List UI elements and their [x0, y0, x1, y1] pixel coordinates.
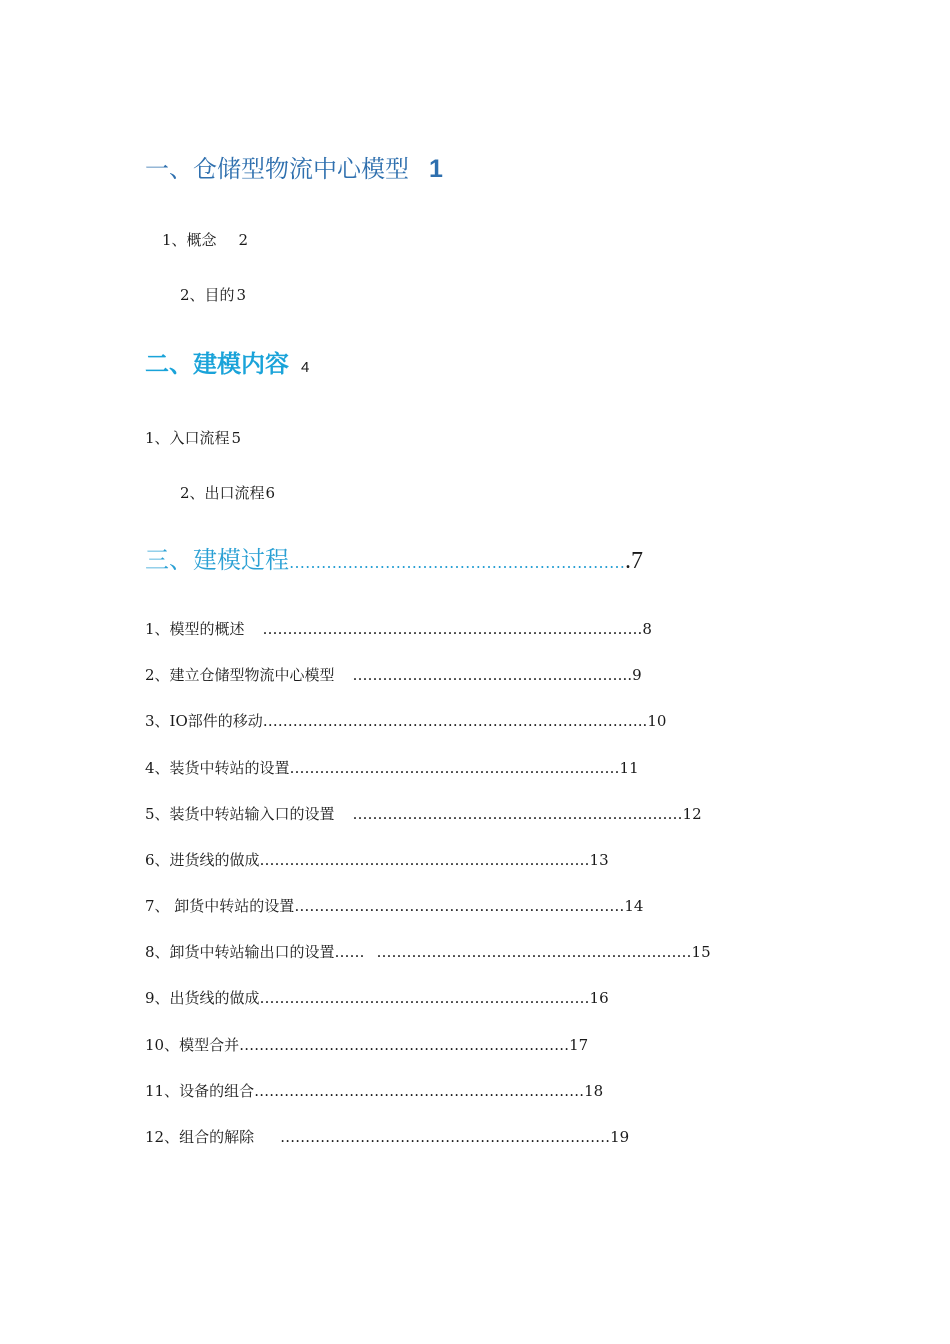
toc-item-label: 7、 卸货中转站的设置 [145, 897, 295, 915]
toc-item-label: 2、目的 [180, 286, 235, 304]
toc-item-page: 19 [610, 1128, 630, 1146]
toc-item-page: 18 [584, 1082, 604, 1100]
toc-item-label: 2、建立仓储型物流中心模型 [145, 666, 335, 684]
toc-item-page: ..10 [637, 712, 667, 730]
toc-item-3-8[interactable] [145, 942, 711, 962]
toc-item-dots: ………………………………………………………… [289, 759, 620, 777]
toc-item-label: 11、设备的组合 [145, 1082, 255, 1100]
toc-section-1-page: 1 [429, 155, 443, 183]
toc-item-dots: ………………………………………………………… [254, 1082, 585, 1100]
toc-item-3-5[interactable] [145, 804, 702, 824]
toc-item-label: 9、出货线的做成 [145, 989, 260, 1007]
toc-item-dots: ………………………………………………………… [294, 897, 625, 915]
toc-item-label: 10、模型合并 [145, 1036, 240, 1054]
toc-item-page: 5 [231, 429, 242, 447]
toc-item-label: 1、入口流程 [145, 429, 230, 447]
toc-section-3-dots: ……………………………………………………… [289, 553, 625, 572]
toc-item-2-2[interactable] [180, 483, 275, 503]
toc-item-dots: ………………………………………………………… [259, 851, 590, 869]
toc-item-page: 3 [236, 286, 247, 304]
toc-section-1-title: 一、仓储型物流中心模型 [145, 155, 409, 183]
toc-item-dots: ………………………………………………………… [352, 805, 683, 823]
toc-item-3-1[interactable] [145, 619, 652, 639]
toc-item-label: 5、装货中转站输入口的设置 [145, 805, 335, 823]
toc-item-label: 2、出口流程 [180, 484, 265, 502]
toc-item-dots: ………………………………………………………… [259, 989, 590, 1007]
toc-item-label: 1、概念 [162, 231, 217, 249]
toc-item-dots: ……………………………………………… [352, 666, 623, 684]
toc-item-dots: ………………………………………………………………… [262, 712, 638, 730]
toc-section-3-page: .7 [625, 548, 643, 574]
toc-item-2-1[interactable] [145, 428, 241, 448]
toc-item-label: 6、进货线的做成 [145, 851, 260, 869]
toc-section-2-title: 二、建模内容 [145, 350, 289, 378]
toc-section-2[interactable] [145, 349, 309, 383]
toc-item-3-11[interactable] [145, 1081, 603, 1101]
toc-item-1-1[interactable] [162, 230, 248, 250]
toc-item-page: .8 [637, 620, 652, 638]
toc-item-page: 15 [691, 943, 711, 961]
toc-item-3-7[interactable] [145, 896, 643, 916]
toc-item-dots: ………………………………………………………… [239, 1036, 570, 1054]
toc-item-3-6[interactable] [145, 850, 609, 870]
toc-item-dots: ……………………………………………………… [376, 943, 692, 961]
toc-item-3-3[interactable] [145, 711, 666, 731]
toc-item-3-4[interactable] [145, 758, 639, 778]
toc-item-page: 13 [589, 851, 609, 869]
toc-item-page: 14 [624, 897, 644, 915]
toc-item-label: 8、卸货中转站输出口的设置…… [145, 943, 365, 961]
toc-item-3-12[interactable] [145, 1127, 629, 1147]
toc-item-page: ..9 [622, 666, 642, 684]
toc-item-page: 2 [238, 231, 249, 249]
toc-section-2-page: 4 [301, 359, 310, 376]
toc-item-page: 11 [619, 759, 639, 777]
toc-item-3-10[interactable] [145, 1035, 588, 1055]
toc-item-1-2[interactable] [180, 285, 246, 305]
toc-item-page: 12 [682, 805, 702, 823]
toc-item-dots: ………………………………………………………………… [262, 620, 638, 638]
toc-item-page: 16 [589, 989, 609, 1007]
toc-item-page: 17 [569, 1036, 589, 1054]
toc-item-label: 4、装货中转站的设置 [145, 759, 290, 777]
toc-section-1[interactable] [145, 154, 443, 184]
toc-item-label: 12、组合的解除 [145, 1128, 255, 1146]
toc-item-label: 3、IO部件的移动 [145, 712, 263, 730]
toc-section-3-title: 三、建模过程 [145, 546, 289, 574]
toc-item-page: 6 [265, 484, 276, 502]
toc-item-3-2[interactable] [145, 665, 642, 685]
toc-section-3[interactable] [145, 545, 643, 578]
toc-item-dots: ………………………………………………………… [280, 1128, 611, 1146]
toc-item-3-9[interactable] [145, 988, 609, 1008]
toc-item-label: 1、模型的概述 [145, 620, 245, 638]
